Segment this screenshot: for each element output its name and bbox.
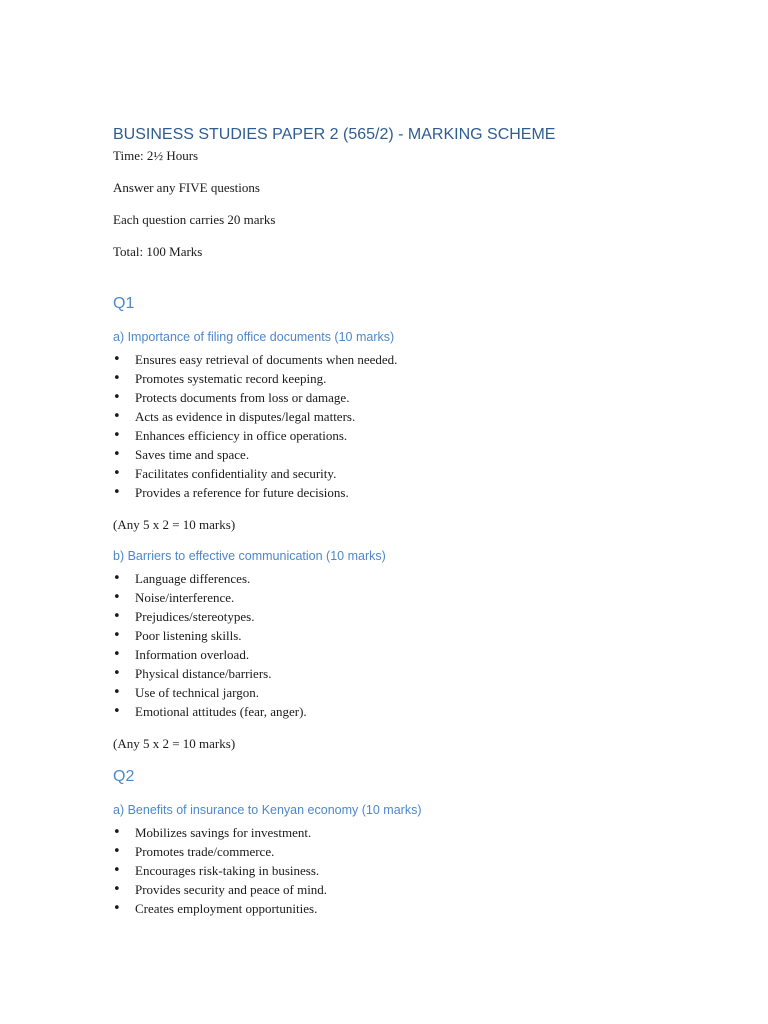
total-marks: Total: 100 Marks (113, 244, 203, 259)
question-heading-q2: Q2 (113, 768, 135, 785)
document-page (113, 124, 713, 918)
list-item: • Enhances efficiency in office operations. (113, 426, 713, 445)
answer-list-q1a (113, 350, 713, 502)
list-item: • Mobilizes savings for investment. (113, 823, 713, 842)
list-item: • Creates employment opportunities. (113, 899, 713, 918)
document-title: BUSINESS STUDIES PAPER 2 (565/2) - MARKING SCHEME (113, 126, 556, 143)
list-item: • Noise/interference. (113, 588, 713, 607)
marks-note-q1a: (Any 5 x 2 = 10 marks) (113, 517, 236, 532)
list-item: • Promotes trade/commerce. (113, 842, 713, 861)
marks-note-q1b: (Any 5 x 2 = 10 marks) (113, 736, 236, 751)
sub-heading-q2a: a) Benefits of insurance to Kenyan economy (10 marks) (113, 803, 422, 817)
sub-heading-q1b: b) Barriers to effective communication (10 marks) (113, 549, 386, 563)
list-item: • Provides security and peace of mind. (113, 880, 713, 899)
list-item: • Facilitates confidentiality and security. (113, 464, 713, 483)
marks-per-question: Each question carries 20 marks (113, 212, 276, 227)
list-item: • Acts as evidence in disputes/legal matters. (113, 407, 713, 426)
time-allowed: Time: 2½ Hours (113, 148, 199, 163)
list-item: • Poor listening skills. (113, 626, 713, 645)
answer-list-q1b (113, 569, 713, 721)
list-item: • Physical distance/barriers. (113, 664, 713, 683)
sub-heading-q1a: a) Importance of filing office documents (10 marks) (113, 330, 395, 344)
question-heading-q1: Q1 (113, 295, 135, 312)
list-item: • Saves time and space. (113, 445, 713, 464)
list-item: • Ensures easy retrieval of documents when needed. (113, 350, 713, 369)
list-item: • Language differences. (113, 569, 713, 588)
list-item: • Prejudices/stereotypes. (113, 607, 713, 626)
list-item: • Emotional attitudes (fear, anger). (113, 702, 713, 721)
list-item: • Protects documents from loss or damage. (113, 388, 713, 407)
answer-list-q2a (113, 823, 713, 918)
list-item: • Use of technical jargon. (113, 683, 713, 702)
list-item: • Encourages risk-taking in business. (113, 861, 713, 880)
instructions: Answer any FIVE questions (113, 180, 260, 195)
list-item: • Provides a reference for future decisions. (113, 483, 713, 502)
list-item: • Information overload. (113, 645, 713, 664)
list-item: • Promotes systematic record keeping. (113, 369, 713, 388)
